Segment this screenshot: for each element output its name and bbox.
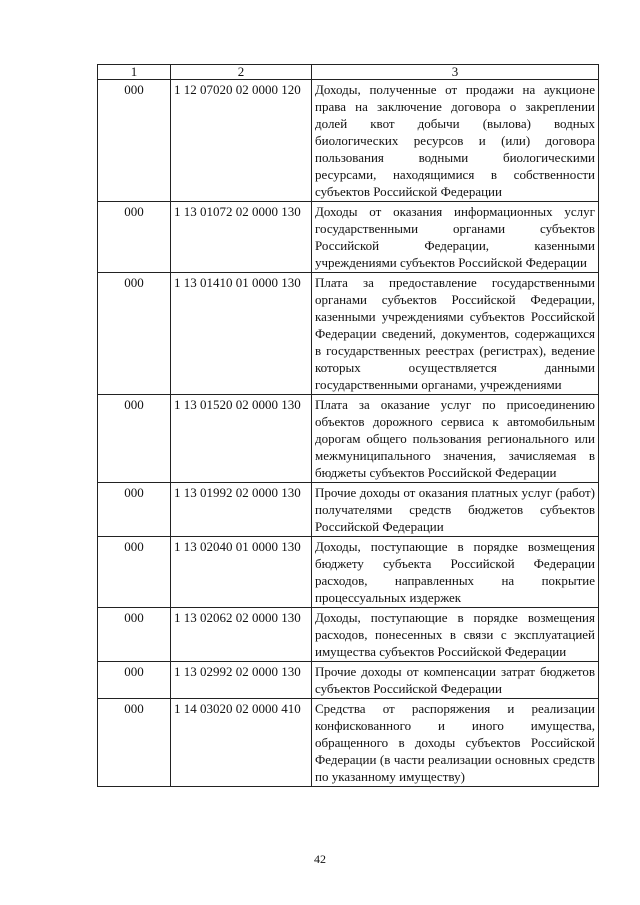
budget-code-cell: 1 13 02992 02 0000 130 [171, 662, 312, 699]
admin-code-cell: 000 [98, 273, 171, 395]
admin-code-cell: 000 [98, 483, 171, 537]
admin-code-cell: 000 [98, 202, 171, 273]
revenue-name-cell: Прочие доходы от компенсации затрат бюджетов субъектов Российской Федерации [312, 662, 599, 699]
revenue-name-cell: Доходы от оказания информационных услуг государственными органами субъектов Российской Федерации, казенными учреждениями субъектов Российской Федерации [312, 202, 599, 273]
budget-code-cell: 1 14 03020 02 0000 410 [171, 699, 312, 787]
revenue-name-cell: Плата за предоставление государственными органами субъектов Российской Федерации, казенными учреждениями субъектов Российской Федерации сведений, документов, содержащихся в государственных реестрах (регистрах), ведение которых осуществляется данными государственными органами, учреждениями [312, 273, 599, 395]
header-col-3: 3 [312, 65, 599, 80]
budget-code-cell: 1 13 01410 01 0000 130 [171, 273, 312, 395]
table-row [98, 80, 599, 202]
budget-code-cell: 1 13 01520 02 0000 130 [171, 395, 312, 483]
table-row [98, 273, 599, 395]
header-col-2: 2 [171, 65, 312, 80]
revenue-classification-table [97, 64, 599, 787]
table-row [98, 395, 599, 483]
admin-code-cell: 000 [98, 395, 171, 483]
admin-code-cell: 000 [98, 699, 171, 787]
table-header-row [98, 65, 599, 80]
table-row [98, 483, 599, 537]
budget-code-cell: 1 13 01992 02 0000 130 [171, 483, 312, 537]
table-row [98, 662, 599, 699]
page-number: 42 [314, 852, 326, 866]
revenue-name-cell: Доходы, поступающие в порядке возмещения бюджету субъекта Российской Федерации расходов, направленных на покрытие процессуальных издержек [312, 537, 599, 608]
table-row [98, 699, 599, 787]
admin-code-cell: 000 [98, 662, 171, 699]
revenue-name-cell: Доходы, поступающие в порядке возмещения расходов, понесенных в связи с эксплуатацией имущества субъектов Российской Федерации [312, 608, 599, 662]
budget-code-cell: 1 13 02040 01 0000 130 [171, 537, 312, 608]
admin-code-cell: 000 [98, 608, 171, 662]
admin-code-cell: 000 [98, 537, 171, 608]
revenue-name-cell: Плата за оказание услуг по присоединению объектов дорожного сервиса к автомобильным дорогам общего пользования регионального или межмуниципального значения, зачисляемая в бюджеты субъектов Российской Федерации [312, 395, 599, 483]
revenue-name-cell: Доходы, полученные от продажи на аукционе права на заключение договора о закреплении долей квот добычи (вылова) водных биологических ресурсов и (или) договора пользования водными биологическими ресурсами, находящимися в собственности субъектов Российской Федерации [312, 80, 599, 202]
budget-code-cell: 1 13 01072 02 0000 130 [171, 202, 312, 273]
table-row [98, 537, 599, 608]
revenue-name-cell: Прочие доходы от оказания платных услуг (работ) получателями средств бюджетов субъектов Российской Федерации [312, 483, 599, 537]
admin-code-cell: 000 [98, 80, 171, 202]
revenue-name-cell: Средства от распоряжения и реализации конфискованного и иного имущества, обращенного в доходы субъектов Российской Федерации (в части реализации основных средств по указанному имуществу) [312, 699, 599, 787]
table-row [98, 608, 599, 662]
budget-code-cell: 1 13 02062 02 0000 130 [171, 608, 312, 662]
table-row [98, 202, 599, 273]
header-col-1: 1 [98, 65, 171, 80]
budget-code-cell: 1 12 07020 02 0000 120 [171, 80, 312, 202]
